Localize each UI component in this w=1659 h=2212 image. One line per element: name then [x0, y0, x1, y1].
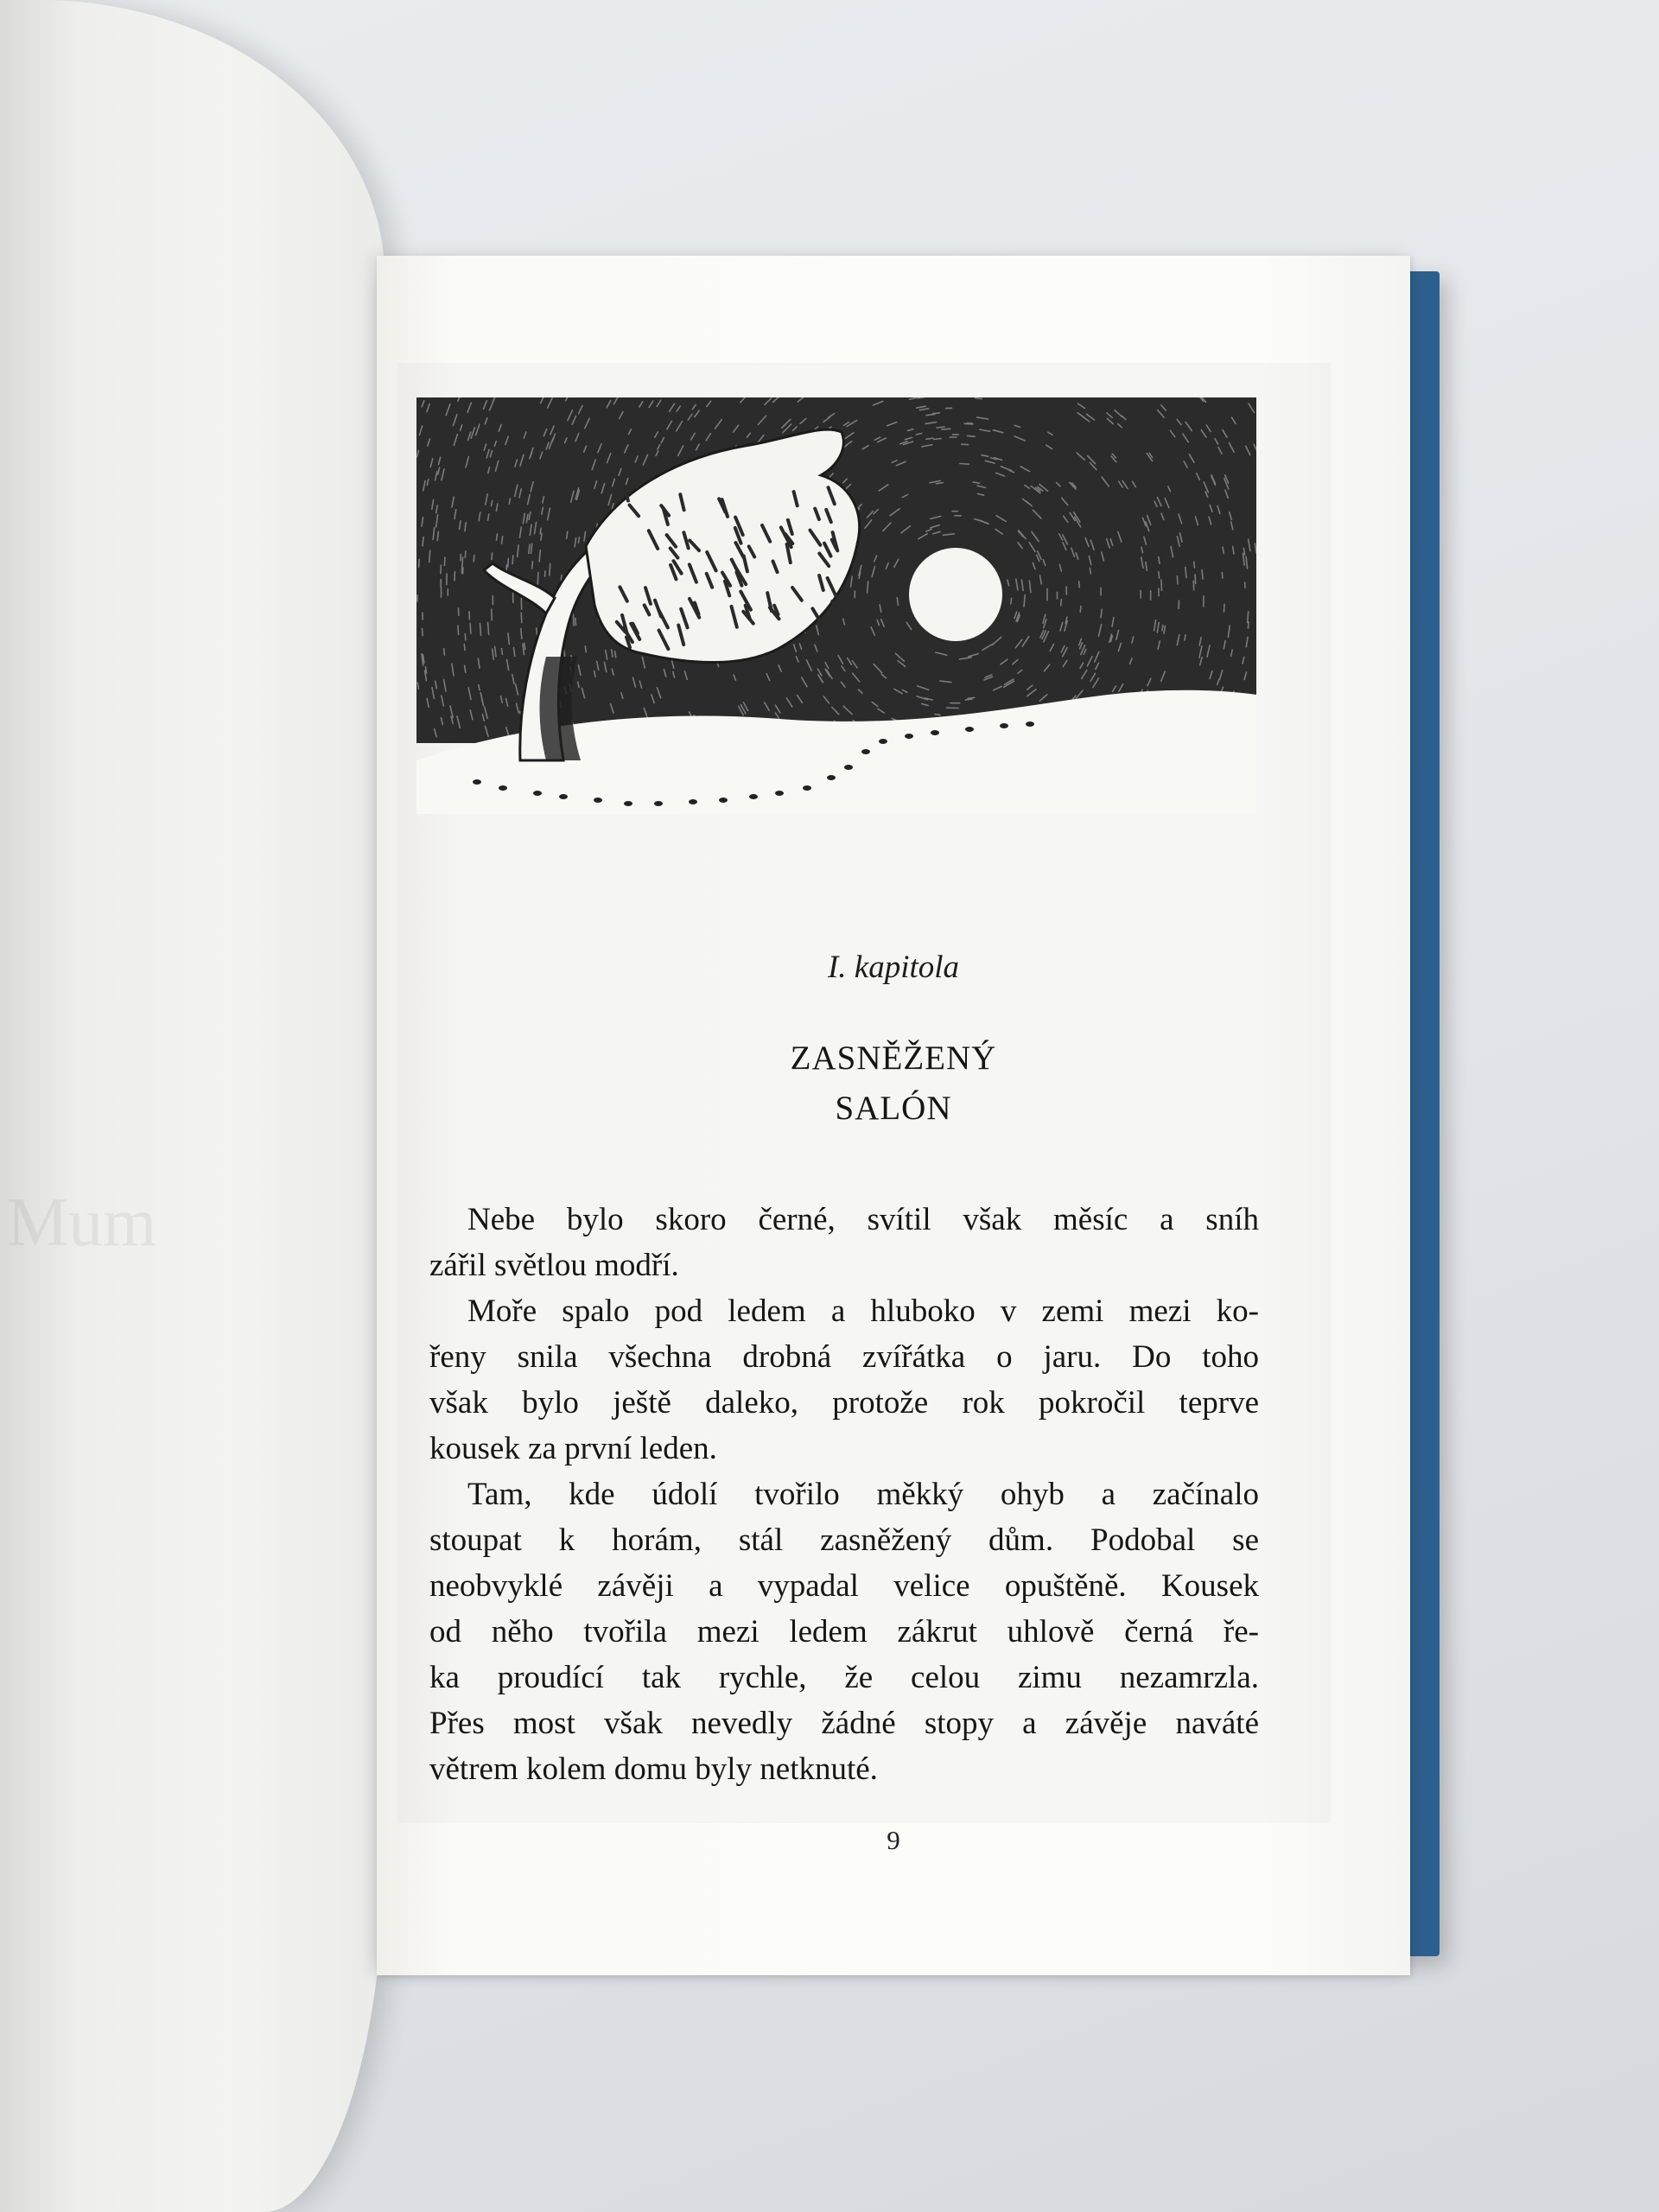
text-line: ka proudící tak rychle, že celou zimu nezamrzla.	[429, 1660, 1259, 1695]
hatch-stroke	[1202, 570, 1203, 580]
text-line: Přes most však nevedly žádné stopy a závěje naváté	[429, 1706, 1259, 1741]
text-line: od něho tvořila mezi ledem zákrut uhlově černá ře-	[429, 1614, 1259, 1649]
hatch-stroke	[1061, 600, 1062, 606]
text-line: zářil světlou modří.	[429, 1248, 679, 1283]
footprint	[749, 794, 758, 799]
hatch-stroke	[512, 556, 513, 564]
footprint	[533, 791, 542, 796]
hatch-stroke	[462, 557, 463, 568]
footprint	[499, 785, 507, 791]
hatch-stroke	[429, 550, 430, 562]
hatch-stroke	[573, 614, 574, 626]
footprint	[689, 799, 697, 804]
footprint	[624, 801, 632, 806]
hatch-stroke	[441, 565, 442, 574]
hatch-stroke	[1161, 580, 1162, 591]
left-blank-page	[0, 0, 385, 2212]
hatch-stroke	[537, 572, 538, 584]
footprint	[905, 734, 913, 739]
hatch-stroke	[497, 534, 498, 540]
hatch-stroke	[492, 609, 493, 620]
tree-moon-illustration	[416, 397, 1256, 814]
footprint	[803, 785, 811, 791]
hatch-stroke	[967, 435, 975, 436]
hatch-stroke	[1248, 622, 1249, 628]
footprint	[473, 779, 481, 785]
hatch-stroke	[524, 643, 525, 649]
footprint	[844, 765, 853, 770]
hatch-stroke	[540, 528, 541, 534]
hatch-stroke	[529, 544, 530, 553]
hatch-stroke	[465, 551, 466, 557]
hatch-stroke	[480, 624, 481, 636]
full-moon	[909, 548, 1002, 641]
chapter-label: I. kapitola	[827, 950, 960, 985]
hatch-stroke	[521, 613, 522, 622]
hatch-stroke	[897, 598, 898, 606]
hatch-stroke	[465, 634, 466, 641]
hatch-stroke	[508, 559, 509, 567]
hatch-stroke	[960, 464, 969, 465]
footprint	[594, 798, 602, 803]
text-line: větrem kolem domu byly netknuté.	[429, 1751, 878, 1787]
hatch-stroke	[1162, 626, 1163, 631]
hatch-stroke	[458, 626, 459, 634]
text-line: Tam, kde údolí tvořilo měkký ohyb a začínalo	[467, 1477, 1259, 1512]
footprint	[1000, 723, 1008, 728]
footprint	[931, 730, 939, 735]
hatch-stroke	[502, 537, 503, 543]
footprint	[775, 791, 784, 796]
hatch-stroke	[444, 649, 445, 655]
hatch-stroke	[585, 646, 586, 652]
hatch-stroke	[426, 667, 427, 674]
chapter-title-line: ZASNĚŽENÝ	[790, 1039, 997, 1077]
hatch-stroke	[933, 413, 940, 414]
footprint	[965, 727, 974, 732]
footprint	[1026, 721, 1034, 727]
text-line: Moře spalo pod ledem a hluboko v zemi mezi ko-	[467, 1294, 1259, 1329]
hatch-stroke	[470, 623, 471, 633]
hatch-stroke	[968, 697, 975, 698]
text-line: Nebe bylo skoro černé, svítil však měsíc a sníh	[467, 1202, 1259, 1237]
hatch-stroke	[937, 427, 944, 428]
hatch-stroke	[1194, 562, 1195, 568]
text-line: kousek za první leden.	[429, 1431, 717, 1466]
footprint	[654, 801, 663, 806]
hatch-stroke	[419, 559, 420, 567]
hatch-stroke	[1177, 576, 1178, 584]
hatch-stroke	[1080, 606, 1081, 612]
left-page-bleed-text: Mum	[7, 1185, 157, 1261]
hatch-stroke	[965, 699, 972, 700]
hatch-stroke	[579, 537, 580, 543]
text-line: stoupat k horám, stál zasněžený dům. Podobal se	[429, 1522, 1259, 1558]
paragraph	[429, 1288, 1259, 1471]
text-line: neobvyklé závěji a vypadal velice opuštěně. Kousek	[429, 1568, 1259, 1604]
hatch-stroke	[464, 645, 465, 651]
hatch-stroke	[492, 553, 493, 559]
footprint	[827, 775, 836, 780]
hatch-stroke	[1011, 598, 1012, 604]
hatch-stroke	[532, 562, 533, 569]
hatch-stroke	[521, 629, 522, 639]
paragraph	[429, 1471, 1259, 1792]
footprint	[879, 739, 887, 744]
hatch-stroke	[1159, 572, 1160, 578]
hatch-stroke	[502, 649, 503, 655]
hatch-stroke	[976, 398, 982, 399]
footprint	[719, 798, 728, 803]
hatch-stroke	[934, 439, 941, 440]
hatch-stroke	[1079, 582, 1080, 588]
chapter-title-line: SALÓN	[835, 1090, 952, 1127]
footprint	[861, 749, 870, 754]
hatch-stroke	[1224, 604, 1225, 612]
paragraph	[429, 1197, 1259, 1288]
hatch-stroke	[444, 557, 445, 566]
hatch-stroke	[1248, 612, 1249, 623]
hatch-stroke	[575, 619, 576, 626]
hatch-stroke	[488, 623, 489, 635]
text-line: řeny snila všechna drobná zvířátka o jaru. Do toho	[429, 1339, 1259, 1375]
hatch-stroke	[967, 423, 972, 424]
text-line: však bylo ještě daleko, protože rok pokročil teprve	[429, 1385, 1259, 1421]
hatch-stroke	[1222, 573, 1223, 578]
hatch-stroke	[541, 534, 542, 541]
page-number: 9	[887, 1825, 900, 1855]
hatch-stroke	[1195, 575, 1196, 583]
chapter-title	[377, 1033, 1410, 1134]
chapter-body-text	[429, 1197, 1259, 1792]
footprint	[559, 794, 568, 799]
